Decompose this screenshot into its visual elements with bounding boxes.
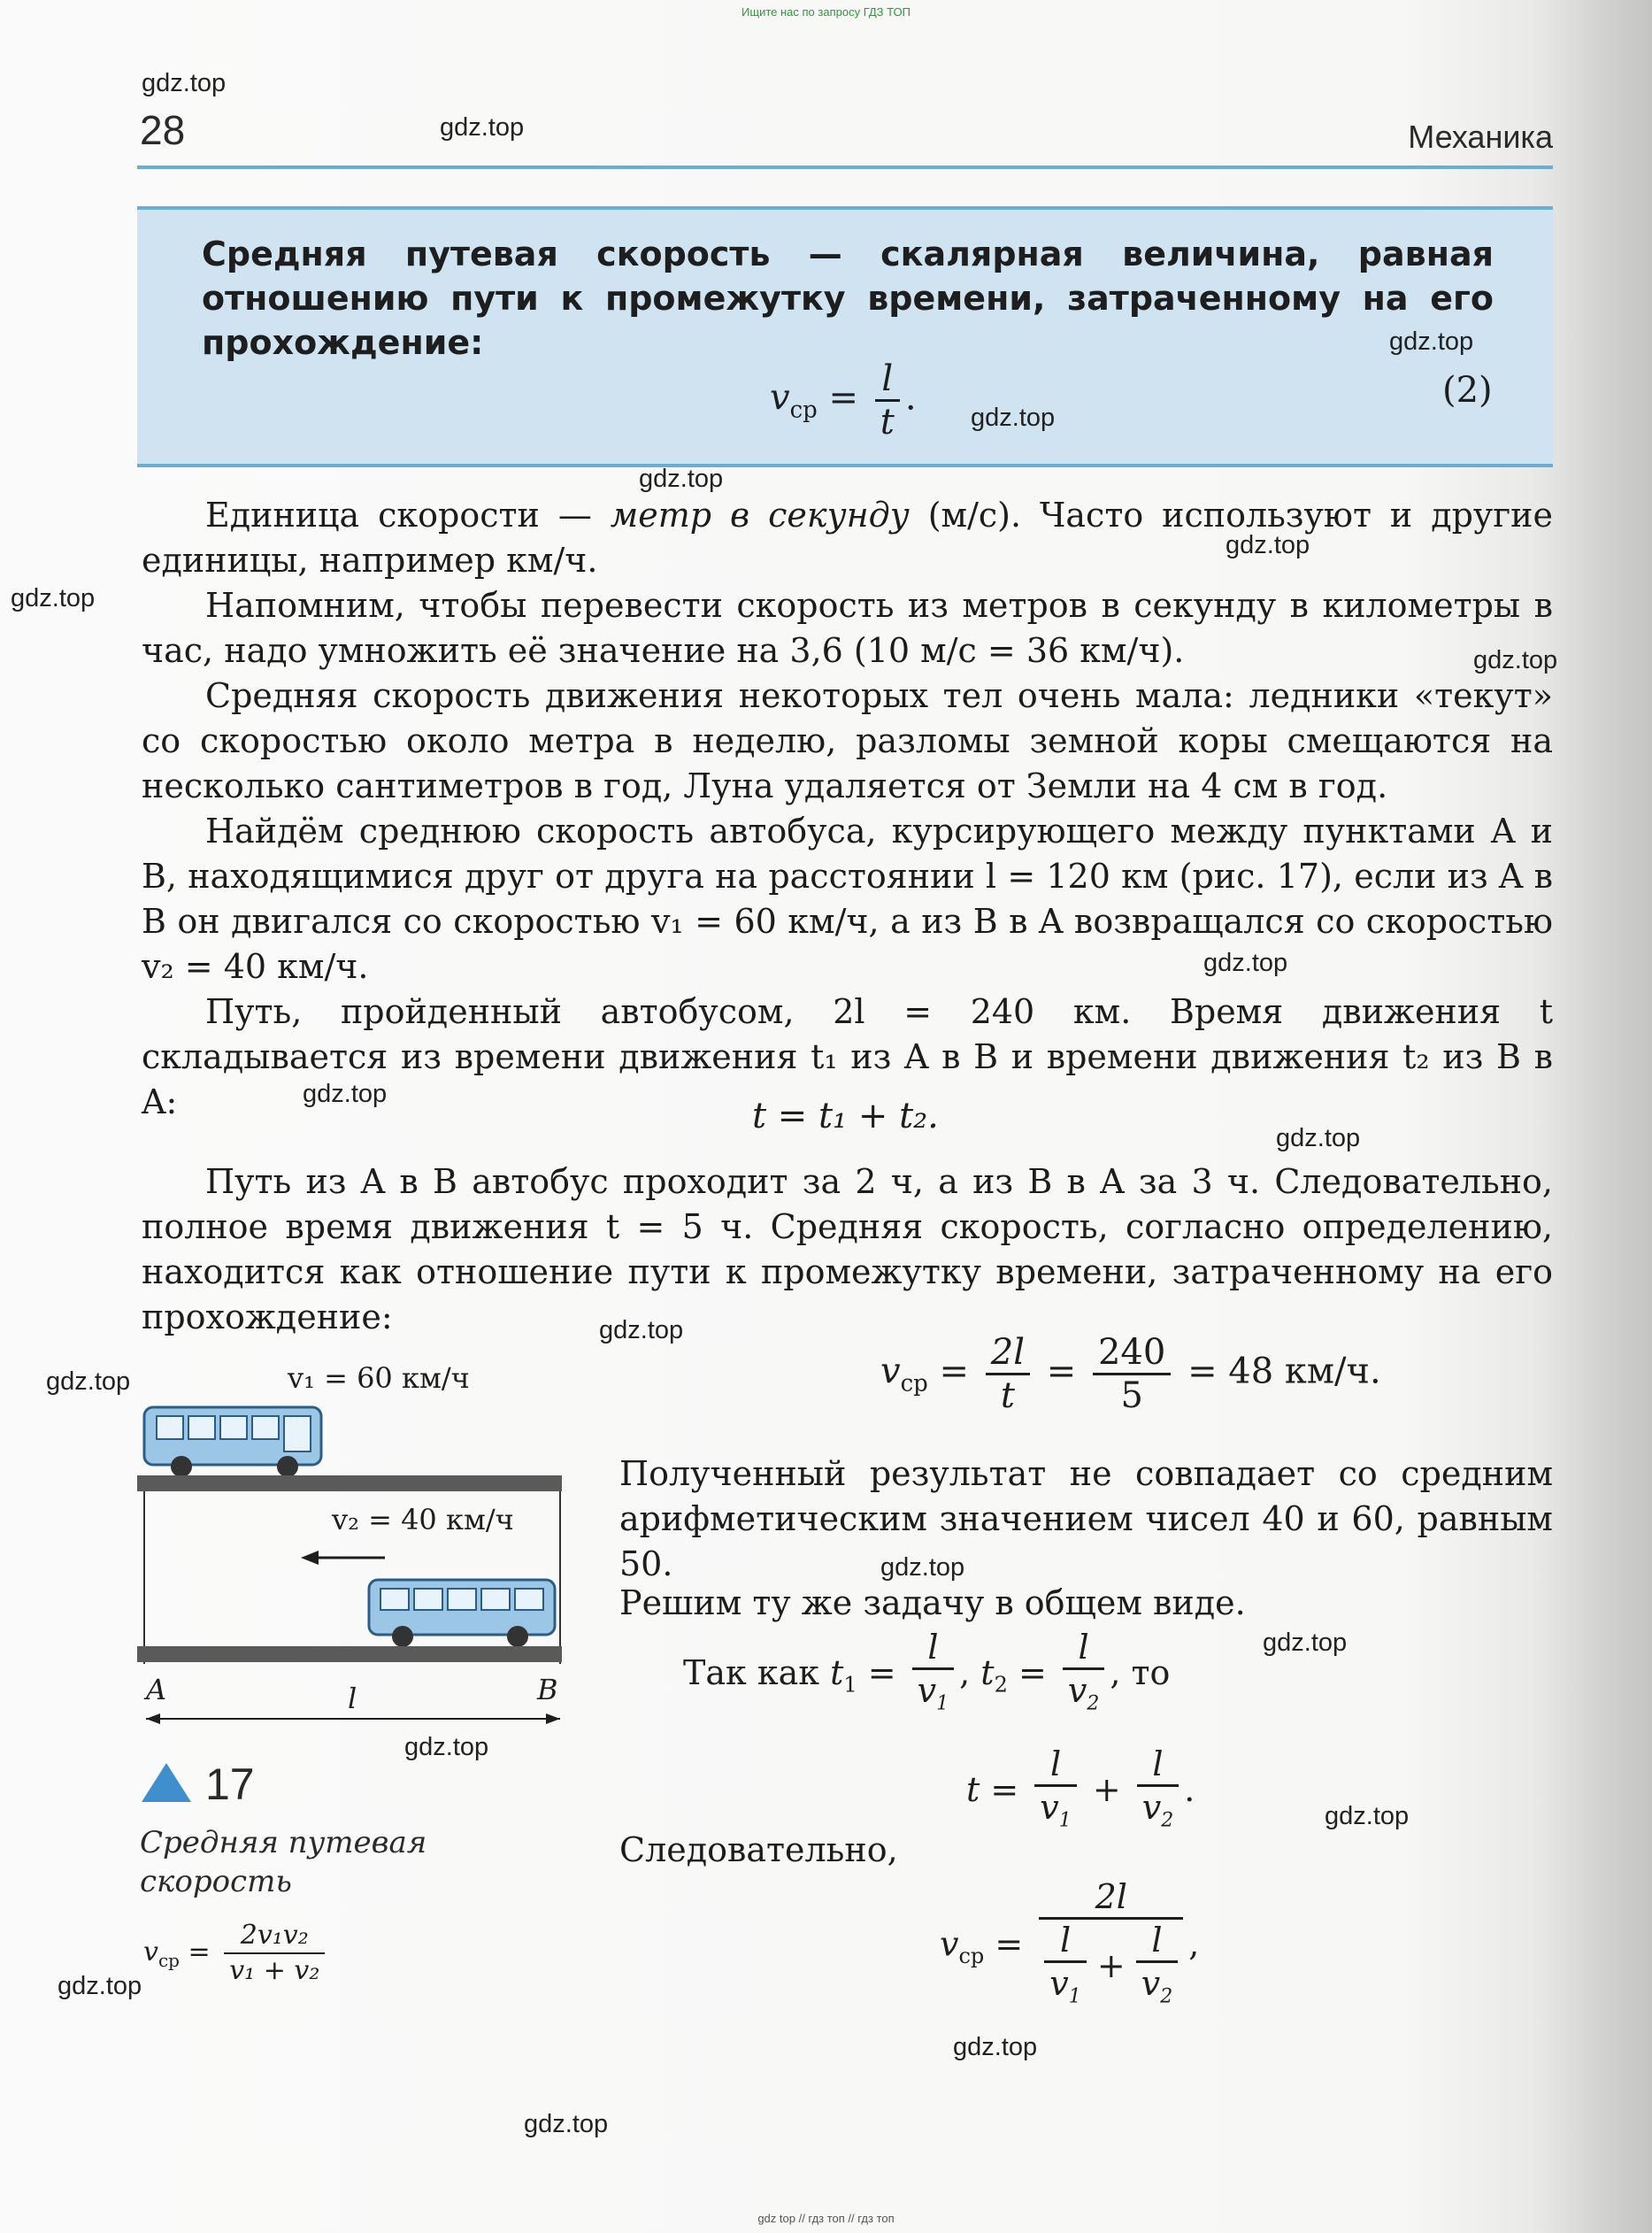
- figure-label-l: l: [348, 1682, 357, 1715]
- figure-fraction: [224, 1919, 325, 1988]
- watermark: gdz.top: [1226, 531, 1310, 559]
- text-run: t =: [966, 1769, 1019, 1809]
- watermark: gdz.top: [524, 2110, 609, 2138]
- definition-formula: $v_{ср}$ = $\frac{l}{t}$ .: [770, 358, 917, 443]
- paragraph-therefore: [619, 1828, 1553, 1873]
- top-banner[interactable]: Ищите нас по запросу ГДЗ ТОП: [741, 5, 911, 19]
- fraction-l-v1: $\frac{l}{v_1}$: [1034, 1744, 1076, 1842]
- fraction-num: 240: [1093, 1332, 1171, 1375]
- formula-general-speed: $v_{ср}$ = 2l $\frac{l}{v_1}$ + $\frac{l}{v_2}$ ,: [940, 1876, 1199, 2018]
- section-title: Механика: [1408, 119, 1553, 155]
- watermark: gdz.top: [1276, 1124, 1361, 1152]
- watermark: gdz.top: [46, 1367, 131, 1396]
- bottom-banner[interactable]: gdz top // гдз топ // гдз топ: [757, 2212, 895, 2225]
- text-run: Решим ту же задачу в общем виде.: [619, 1583, 1246, 1622]
- watermark: gdz.top: [404, 1733, 489, 1761]
- figure-label-A: A: [146, 1673, 167, 1706]
- figure-formula: $v_{ср}$ = $\frac{\text{2v₁v₂}}{\text{v₁ + v₂}}$: [143, 1919, 330, 1988]
- fraction-num: 2v₁v₂: [224, 1919, 325, 1954]
- paragraph-conversion: [142, 583, 1553, 674]
- figure-label-v2: v₂ = 40 км/ч: [332, 1503, 514, 1536]
- fraction-den: t: [880, 402, 895, 443]
- text-run: Так как: [683, 1652, 819, 1692]
- figure-label-v1: v₁ = 60 км/ч: [288, 1363, 470, 1395]
- fraction-den: v₁ + v₂: [229, 1955, 320, 1986]
- text-run: Полученный результат не совпадает со средним арифметическим значением чисел 40 и 60, равным 50.: [619, 1454, 1553, 1583]
- figure-number: 17: [205, 1759, 255, 1809]
- watermark: gdz.top: [1389, 327, 1474, 356]
- text-run: Единица скорости —: [205, 496, 611, 535]
- road-1: [137, 1475, 562, 1491]
- text-run: Следовательно,: [619, 1830, 898, 1869]
- text-run: Путь из A в B автобус проходит за 2 ч, а из B в A за 3 ч. Следовательно, полное время движения t = 5 ч. Средняя скорость, согласно определению, находится как отношение пути к промежутку времени, затраченному на его прохождение:: [142, 1162, 1553, 1336]
- text-run: то: [1131, 1652, 1171, 1692]
- watermark: gdz.top: [303, 1080, 388, 1108]
- watermark: gdz.top: [1263, 1629, 1348, 1657]
- watermark: gdz.top: [599, 1316, 684, 1344]
- formula-time-sum: t = t₁ + t₂.: [752, 1096, 939, 1136]
- watermark: gdz.top: [1325, 1802, 1410, 1830]
- fraction-general: [1039, 1876, 1183, 2018]
- watermark: gdz.top: [953, 2033, 1038, 2061]
- road-2: [137, 1646, 562, 1662]
- paragraph-units: [142, 493, 1553, 583]
- watermark: gdz.top: [971, 404, 1056, 432]
- fraction-num: l: [875, 358, 900, 402]
- paragraph-total-time: [142, 1159, 1553, 1340]
- watermark: gdz.top: [11, 584, 96, 612]
- text-run: Найдём среднюю скорость автобуса, курсирующего между пунктами A и B, находящимися друг от друга на расстоянии l = 120 км (рис. 17), если из A в B он двигался со скоростью v₁ = 60 км/ч, а из B в A возвращался со скоростью v₂ = 40 км/ч.: [142, 812, 1553, 986]
- fraction-l-v1: $\frac{l}{v_1}$: [912, 1627, 954, 1725]
- watermark: gdz.top: [440, 113, 525, 142]
- formula-fraction: [875, 358, 900, 443]
- fraction-l-v2: $\frac{l}{v_2}$: [1137, 1744, 1179, 1842]
- paragraph-comparison: [619, 1451, 1553, 1587]
- header-rule: [137, 166, 1553, 169]
- fraction-2l-t: [986, 1332, 1030, 1416]
- text-run: Путь, пройденный автобусом, 2l = 240 км. Время движения t складывается из времени движения t₁ из A в B и времени движения t₂ из B в A:: [142, 992, 1553, 1121]
- definition-text: Средняя путевая скорость — скалярная величина, равная отношению пути к промежутку времени, затраченному на его прохождение:: [202, 235, 1494, 362]
- bus-1-icon: [144, 1407, 321, 1477]
- watermark: gdz.top: [1473, 646, 1558, 674]
- arrow-head: [301, 1551, 319, 1565]
- paragraph-slow-bodies: [142, 674, 1553, 809]
- watermark: gdz.top: [1203, 949, 1288, 977]
- fraction-den: t: [1000, 1375, 1015, 1416]
- formula-v: v: [770, 377, 790, 419]
- watermark: gdz.top: [58, 1972, 142, 2000]
- text-run: Напомним, чтобы перевести скорость из метров в секунду в километры в час, надо умножить её значение на 3,6 (10 м/с = 36 км/ч).: [142, 586, 1553, 670]
- figure-label-B: B: [537, 1673, 558, 1706]
- watermark: gdz.top: [880, 1553, 965, 1582]
- figure-17-illustration: [137, 1363, 580, 1735]
- formula-average-speed: $v_{ср}$ = $\frac{2l}{t}$ = $\frac{240}{5}$ = 48 км/ч.: [880, 1332, 1381, 1416]
- equation-number: (2): [1442, 370, 1493, 411]
- paragraph-general: [619, 1581, 1553, 1626]
- text-run: Средняя скорость движения некоторых тел очень мала: ледники «текут» со скоростью около метра в неделю, разломы земной коры смещаются на несколько сантиметров в год, Луна удаляется от Земли на 4 см в год.: [142, 676, 1553, 805]
- text-run: (м/с). Часто используют и другие единицы, например км/ч.: [142, 496, 1553, 580]
- formula-t1-t2: Так как $t_1$ = $\frac{l}{v_1}$ , $t_2$ = $\frac{l}{v_2}$ , то: [683, 1627, 1170, 1725]
- bus-2-icon: [369, 1580, 555, 1647]
- fraction-den: 5: [1120, 1375, 1143, 1416]
- fraction-den: $\frac{l}{v_1}$ + $\frac{l}{v_2}$: [1039, 1920, 1183, 2018]
- formula-tail: = 48 км/ч.: [1187, 1351, 1381, 1392]
- italic-run: метр в секунду: [610, 496, 910, 535]
- figure-caption: Средняя путевая скорость: [140, 1825, 427, 1899]
- page-number: 28: [140, 107, 186, 153]
- formula-sub: ср: [789, 397, 818, 424]
- fraction-l-v2: $\frac{l}{v_2}$: [1063, 1627, 1104, 1725]
- formula-t-total: t = $\frac{l}{v_1}$ + $\frac{l}{v_2}$ .: [966, 1744, 1195, 1842]
- fraction-num: 2l: [1039, 1876, 1183, 1920]
- fraction-num: 2l: [986, 1332, 1030, 1375]
- watermark: gdz.top: [142, 69, 227, 97]
- figure-triangle-icon: [142, 1763, 191, 1802]
- paragraph-bus-problem: [142, 809, 1553, 989]
- fraction-240-5: [1093, 1332, 1171, 1416]
- watermark: gdz.top: [639, 465, 724, 493]
